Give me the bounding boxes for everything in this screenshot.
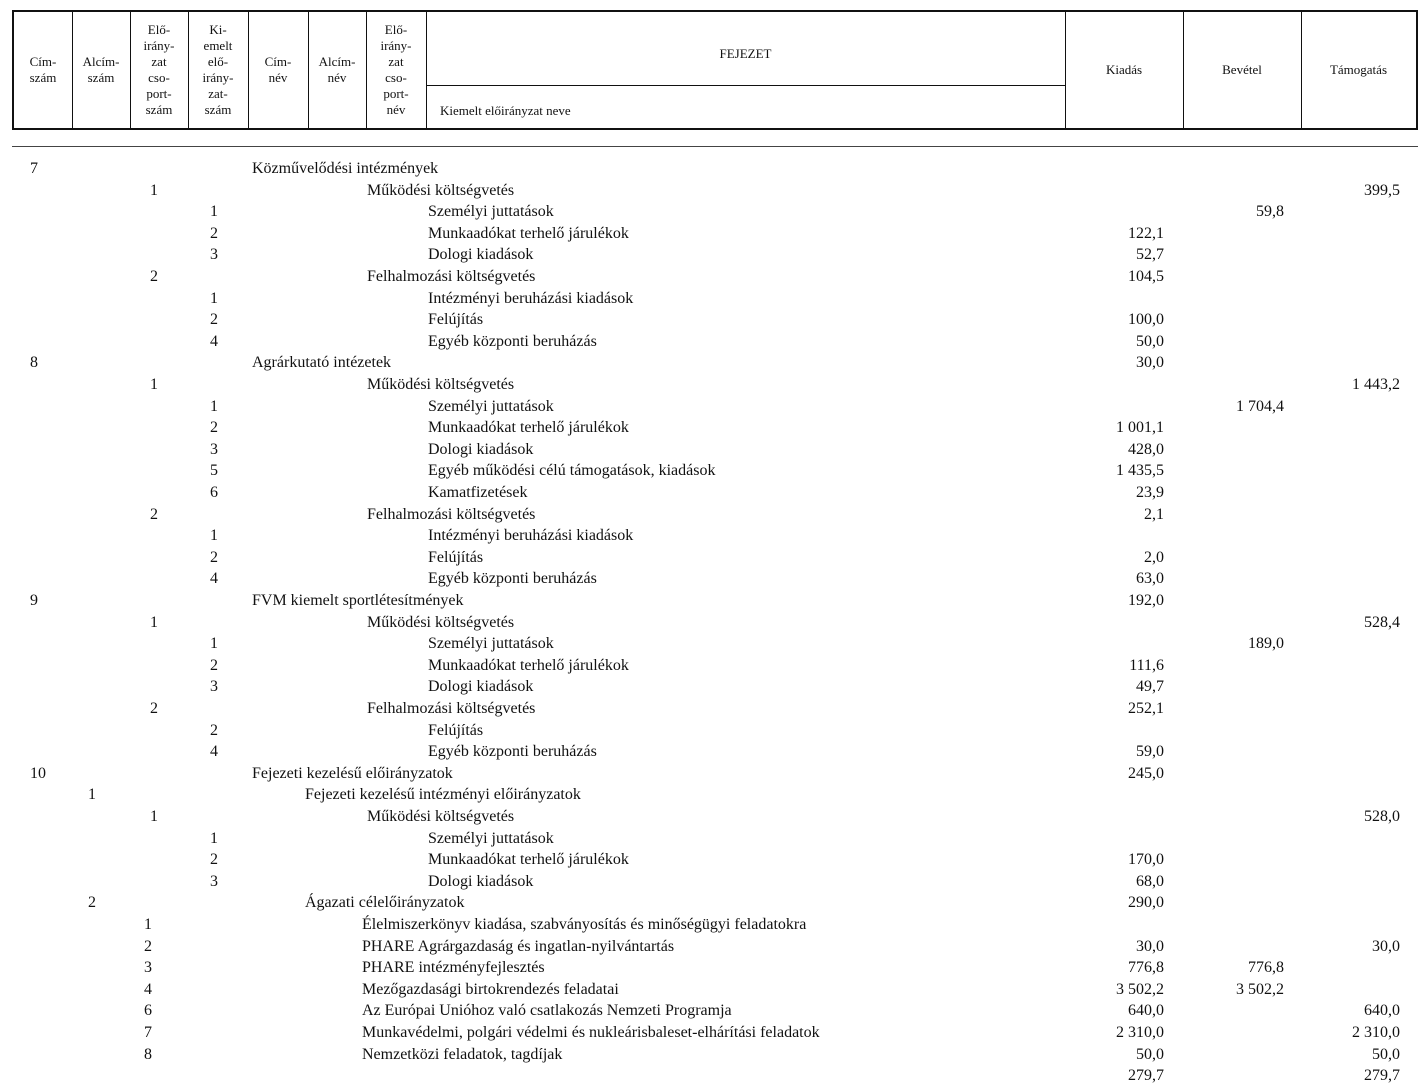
- row-kiadas: 245,0: [1128, 764, 1164, 782]
- header-cimnev: [248, 12, 308, 128]
- row-code: 4: [210, 332, 218, 350]
- row-code: 1: [150, 808, 158, 825]
- header-alcimnev: [308, 12, 366, 128]
- row-name: Működési költségvetés: [367, 181, 515, 199]
- header-kiemelt-szam: [188, 12, 248, 128]
- row-name: Személyi juttatások: [428, 829, 554, 847]
- row-name: Felhalmozási költségvetés: [367, 700, 536, 717]
- row-name: Felújítás: [428, 311, 484, 329]
- row-bevetel: 3 502,2: [1236, 980, 1284, 998]
- row-name: Egyéb központi beruházás: [428, 743, 597, 761]
- row-name: Fejezeti kezelésű intézményi előirányzatok: [305, 786, 581, 804]
- row-name: Felújítás: [428, 548, 484, 566]
- row-kiadas: 50,0: [1136, 1045, 1164, 1063]
- row-kiadas: 100,0: [1128, 311, 1164, 329]
- row-tamogatas: 2 310,0: [1352, 1024, 1400, 1041]
- row-kiadas: 59,0: [1136, 743, 1164, 761]
- row-code: 9: [30, 592, 38, 609]
- row-tamogatas: 50,0: [1372, 1045, 1400, 1063]
- row-tamogatas: 30,0: [1372, 937, 1400, 955]
- row-code: 1: [150, 181, 158, 199]
- row-kiadas: 776,8: [1128, 959, 1164, 977]
- row-kiadas: 104,5: [1128, 268, 1164, 285]
- row-name: Felhalmozási költségvetés: [367, 505, 536, 523]
- header-kiadas: Kiadás: [1105, 62, 1143, 77]
- row-tamogatas: 640,0: [1364, 1002, 1400, 1020]
- row-name: Kamatfizetések: [428, 484, 528, 501]
- row-code: 3: [144, 959, 152, 977]
- header-alcimszam-label: Alcím- szám: [82, 54, 120, 85]
- row-code: 5: [210, 462, 218, 480]
- row-code: 3: [210, 872, 218, 890]
- row-name: Egyéb központi beruházás: [428, 332, 597, 350]
- row-code: 2: [144, 937, 152, 955]
- row-kiadas: 279,7: [1128, 1067, 1164, 1085]
- row-tamogatas: 1 443,2: [1352, 376, 1400, 393]
- row-name: Agrárkutató intézetek: [252, 354, 392, 372]
- header-tamogatas: Támogatás: [1329, 62, 1388, 77]
- row-name: Közművelődési intézmények: [252, 160, 439, 177]
- row-name: Felhalmozási költségvetés: [367, 268, 536, 285]
- row-name: Működési költségvetés: [367, 613, 515, 631]
- row-code: 10: [30, 764, 46, 782]
- row-name: Dologi kiadások: [428, 246, 534, 264]
- row-name: Mezőgazdasági birtokrendezés feladatai: [362, 980, 619, 998]
- row-code: 8: [30, 354, 38, 372]
- row-code: 1: [88, 786, 96, 804]
- row-kiadas: 428,0: [1128, 440, 1164, 458]
- header-eloiranyzat-csoport-szam-label: Elő- irány- zat cso- port- szám: [143, 22, 175, 117]
- row-name: Nemzetközi feladatok, tagdíjak: [362, 1045, 563, 1063]
- row-kiadas: 192,0: [1128, 592, 1164, 609]
- row-code: 4: [144, 980, 152, 998]
- row-kiadas: 63,0: [1136, 570, 1164, 588]
- row-kiadas: 2,0: [1144, 548, 1164, 566]
- row-kiadas: 49,7: [1136, 678, 1164, 696]
- row-name: Személyi juttatások: [428, 203, 554, 221]
- row-name: Ágazati célelőirányzatok: [305, 894, 465, 912]
- row-code: 1: [210, 289, 218, 307]
- header-kiemelt-szam-label: Ki- emelt elő- irány- zat- szám: [202, 22, 234, 117]
- row-code: 6: [210, 484, 218, 501]
- row-name: Működési költségvetés: [367, 808, 515, 825]
- header-alcimszam: [72, 12, 130, 128]
- row-tamogatas: 399,5: [1364, 181, 1400, 199]
- row-code: 1: [210, 397, 218, 415]
- header-eloiranyzat-csoport-szam: [130, 12, 188, 128]
- row-kiadas: 170,0: [1128, 851, 1164, 869]
- row-code: 2: [210, 656, 218, 674]
- header-alcimnev-label: Alcím- név: [318, 54, 356, 85]
- header-cimszam: [14, 12, 72, 128]
- row-name: Élelmiszerkönyv kiadása, szabványosítás és minőségügyi feladatokra: [362, 916, 807, 933]
- row-code: 6: [144, 1002, 152, 1020]
- row-code: 1: [210, 203, 218, 221]
- row-code: 3: [210, 440, 218, 458]
- row-code: 1: [150, 613, 158, 631]
- row-name: Dologi kiadások: [428, 872, 534, 890]
- row-kiadas: 1 435,5: [1116, 462, 1164, 480]
- row-name: Munkaadókat terhelő járulékok: [428, 656, 629, 674]
- row-code: 1: [210, 635, 218, 653]
- row-kiadas: 23,9: [1136, 484, 1164, 501]
- row-tamogatas: 528,0: [1364, 808, 1400, 825]
- row-kiadas: 30,0: [1136, 354, 1164, 372]
- row-kiadas: 2,1: [1144, 505, 1164, 523]
- row-code: 4: [210, 570, 218, 588]
- row-code: 2: [210, 419, 218, 437]
- row-name: Munkaadókat terhelő járulékok: [428, 851, 629, 869]
- row-kiadas: 640,0: [1128, 1002, 1164, 1020]
- row-code: 2: [150, 505, 158, 523]
- row-code: 1: [150, 376, 158, 393]
- row-kiadas: 52,7: [1136, 246, 1164, 264]
- row-kiadas: 68,0: [1136, 872, 1164, 890]
- row-name: Az Európai Unióhoz való csatlakozás Nemzeti Programja: [362, 1002, 732, 1020]
- row-code: 2: [210, 311, 218, 329]
- row-name: Intézményi beruházási kiadások: [428, 527, 634, 545]
- row-kiadas: 1 001,1: [1116, 419, 1164, 437]
- row-kiadas: 290,0: [1128, 894, 1164, 912]
- row-name: Dologi kiadások: [428, 678, 534, 696]
- row-bevetel: 59,8: [1256, 203, 1284, 221]
- row-code: 2: [150, 700, 158, 717]
- header-eloiranyzat-csoport-nev-label: Elő- irány- zat cso- port- név: [380, 22, 412, 117]
- row-code: 1: [210, 829, 218, 847]
- header-kiemelt-nev: Kiemelt előirányzat neve: [440, 103, 571, 118]
- row-code: 8: [144, 1045, 152, 1063]
- row-kiadas: 50,0: [1136, 332, 1164, 350]
- row-code: 1: [144, 916, 152, 933]
- row-kiadas: 111,6: [1129, 656, 1164, 674]
- row-name: Munkaadókat terhelő járulékok: [428, 419, 629, 437]
- row-name: Személyi juttatások: [428, 397, 554, 415]
- row-kiadas: 3 502,2: [1116, 980, 1164, 998]
- row-name: PHARE intézményfejlesztés: [362, 959, 545, 977]
- row-name: Fejezeti kezelésű előirányzatok: [252, 764, 453, 782]
- row-kiadas: 122,1: [1128, 224, 1164, 242]
- header-fejezet: FEJEZET: [719, 46, 772, 61]
- header-bevetel: Bevétel: [1222, 62, 1262, 77]
- row-code: 2: [150, 268, 158, 285]
- row-name: PHARE Agrárgazdaság és ingatlan-nyilvántartás: [362, 937, 675, 955]
- row-code: 2: [210, 721, 218, 739]
- row-code: 7: [144, 1024, 152, 1041]
- header-cimnev-label: Cím- név: [264, 54, 292, 85]
- row-name: Felújítás: [428, 721, 484, 739]
- row-name: Egyéb központi beruházás: [428, 570, 597, 588]
- row-kiadas: 252,1: [1128, 700, 1164, 717]
- row-tamogatas: 528,4: [1364, 613, 1400, 631]
- row-tamogatas: 279,7: [1364, 1067, 1400, 1085]
- row-kiadas: 30,0: [1136, 937, 1164, 955]
- row-code: 2: [210, 851, 218, 869]
- row-code: 2: [210, 224, 218, 242]
- row-bevetel: 776,8: [1248, 959, 1284, 977]
- row-code: 2: [88, 894, 96, 912]
- row-name: Működési költségvetés: [367, 376, 515, 393]
- row-name: Munkavédelmi, polgári védelmi és nukleárisbaleset-elhárítási feladatok: [362, 1024, 820, 1041]
- header-eloiranyzat-csoport-nev: [366, 12, 426, 128]
- row-code: 3: [210, 246, 218, 264]
- row-name: Intézményi beruházási kiadások: [428, 289, 634, 307]
- row-name: Személyi juttatások: [428, 635, 554, 653]
- row-name: Egyéb működési célú támogatások, kiadások: [428, 462, 716, 480]
- row-name: FVM kiemelt sportlétesítmények: [252, 592, 464, 609]
- header-cimszam-label: Cím- szám: [29, 54, 57, 85]
- row-code: 3: [210, 678, 218, 696]
- row-bevetel: 1 704,4: [1236, 397, 1284, 415]
- table-header: [12, 10, 1418, 130]
- row-code: 4: [210, 743, 218, 761]
- row-code: 1: [210, 527, 218, 545]
- row-code: 7: [30, 160, 38, 177]
- header-bottom-rule: [12, 146, 1418, 147]
- row-name: Munkaadókat terhelő járulékok: [428, 224, 629, 242]
- row-name: Dologi kiadások: [428, 440, 534, 458]
- row-kiadas: 2 310,0: [1116, 1024, 1164, 1041]
- row-bevetel: 189,0: [1248, 635, 1284, 653]
- row-code: 2: [210, 548, 218, 566]
